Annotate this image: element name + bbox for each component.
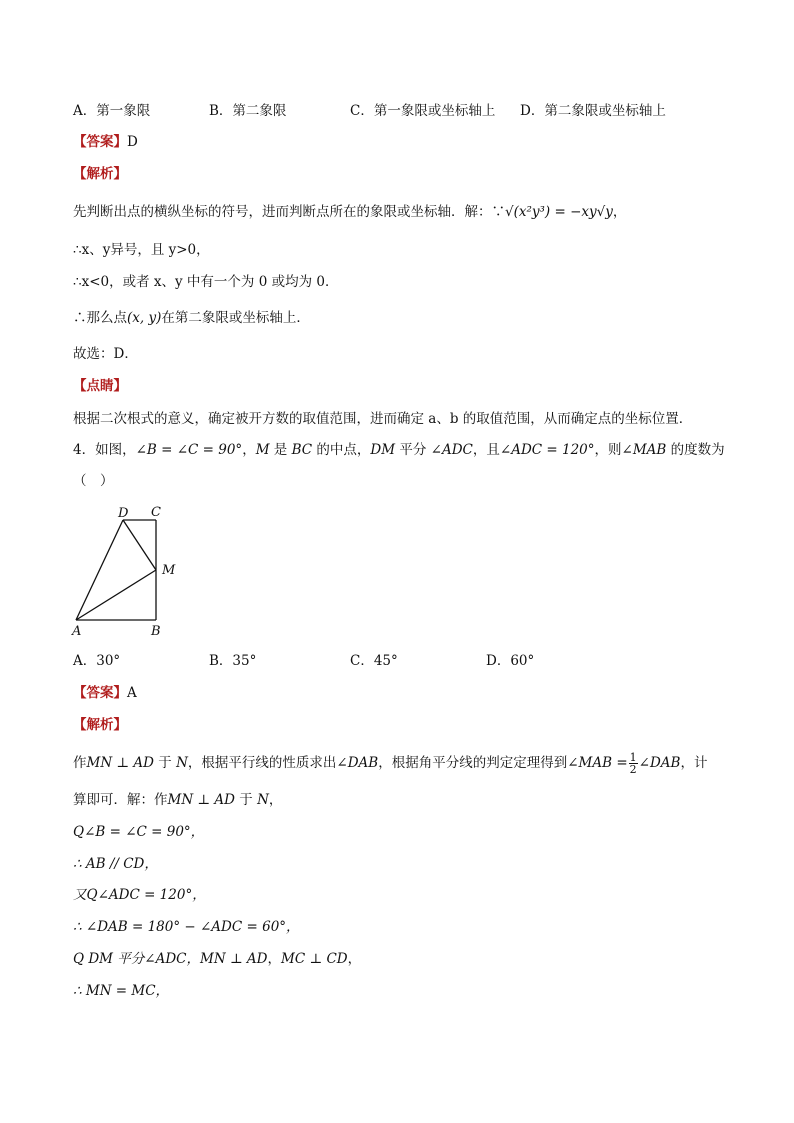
q4-paren: （ ） xyxy=(73,473,114,489)
label-m: M xyxy=(162,563,176,578)
analysis-intro-end: ， xyxy=(612,204,627,220)
stem-text: 是 xyxy=(269,442,292,458)
analysis-text: 算即可．解：作 xyxy=(73,792,168,808)
analysis-text: ， xyxy=(268,792,283,808)
q3-step-1: ∴x、y异号，且 y>0， xyxy=(73,242,210,258)
analysis-math: MN ⊥ AD xyxy=(167,792,235,808)
comment-tag: 【点睛】 xyxy=(73,378,127,394)
q4-option-d: D．60° xyxy=(486,653,535,669)
stem-text: ，则 xyxy=(594,442,622,458)
q4-analysis-line-2 xyxy=(73,790,282,810)
q4-answer xyxy=(73,683,137,703)
stem-text: 的度数为 xyxy=(666,442,725,458)
stem-math: ∠MAB xyxy=(621,442,667,458)
q4-analysis-line-1 xyxy=(73,752,707,775)
stem-text: ， xyxy=(242,442,256,458)
q4-step-4: ∴ ∠DAB = 180° − ∠ADC = 60°， xyxy=(73,919,300,935)
q3-choice: 故选：D． xyxy=(73,346,138,362)
stem-math: ∠ADC = 120° xyxy=(499,442,595,458)
answer-value: A xyxy=(127,685,137,701)
q4-option-a: A．30° xyxy=(73,653,121,669)
q3-comment-tag xyxy=(73,376,127,396)
q3-step-3 xyxy=(73,308,310,328)
answer-tag: 【答案】 xyxy=(73,134,127,150)
fraction-numerator: 1 xyxy=(629,751,637,764)
q3-analysis-intro xyxy=(73,202,626,222)
q4-analysis-tag xyxy=(73,715,127,735)
q3-analysis-tag xyxy=(73,164,127,184)
analysis-intro-formula: √(x²y³) = −xy√y xyxy=(505,204,613,220)
q4-step-1: Q∠B = ∠C = 90°， xyxy=(73,824,205,840)
label-b: B xyxy=(151,624,161,639)
fraction-denominator: 2 xyxy=(629,763,637,776)
analysis-math: MC ⊥ CD xyxy=(281,951,348,967)
analysis-math: MN ⊥ AD xyxy=(200,951,268,967)
analysis-intro-text: 先判断出点的横纵坐标的符号，进而判断点所在的象限或坐标轴．解：∵ xyxy=(73,204,505,220)
analysis-text: ， xyxy=(267,951,282,967)
analysis-text: ，根据角平分线的判定定理得到 xyxy=(378,755,568,771)
q3-answer xyxy=(73,132,138,152)
analysis-text: ， xyxy=(347,951,362,967)
step3-pre: ∴那么点 xyxy=(73,310,127,326)
step3-point: (x, y) xyxy=(127,310,162,326)
label-a: A xyxy=(72,624,82,639)
stem-math: M xyxy=(255,442,270,458)
q4-option-c: C．45° xyxy=(350,653,398,669)
step3-post: 在第二象限或坐标轴上． xyxy=(161,310,310,326)
q4-option-b: B．35° xyxy=(209,653,257,669)
analysis-math: N xyxy=(176,755,188,771)
stem-math: ∠ADC xyxy=(430,442,473,458)
analysis-math: N xyxy=(257,792,269,808)
analysis-math: ∠MAB = xyxy=(567,755,628,771)
stem-text: 的中点， xyxy=(312,442,371,458)
q4-step-6: ∴ MN = MC， xyxy=(73,983,170,999)
analysis-math: MN ⊥ AD xyxy=(86,755,154,771)
stem-text: 平分 xyxy=(395,442,431,458)
geometry-figure xyxy=(66,500,196,640)
q3-option-a: A．第一象限 xyxy=(73,103,151,119)
stem-math: ∠B = ∠C = 90° xyxy=(135,442,243,458)
fraction-one-half xyxy=(629,752,638,775)
analysis-math: Q DM 平分∠ADC， xyxy=(73,951,201,967)
label-d: D xyxy=(118,506,129,521)
analysis-tag: 【解析】 xyxy=(73,166,127,182)
analysis-text: 于 xyxy=(235,792,258,808)
q4-step-5 xyxy=(73,949,361,969)
q3-option-d: D．第二象限或坐标轴上 xyxy=(520,103,666,119)
answer-tag: 【答案】 xyxy=(73,685,127,701)
analysis-text: 于 xyxy=(154,755,177,771)
analysis-math: ∠DAB xyxy=(638,755,681,771)
segment-dm xyxy=(123,520,156,570)
analysis-math: ∠DAB xyxy=(336,755,379,771)
q3-option-c: C．第一象限或坐标轴上 xyxy=(350,103,496,119)
answer-value: D xyxy=(127,134,138,150)
label-c: C xyxy=(151,505,161,520)
stem-math: DM xyxy=(370,442,396,458)
q4-step-2: ∴ AB // CD， xyxy=(73,856,158,872)
analysis-tag: 【解析】 xyxy=(73,717,127,733)
analysis-text: ，根据平行线的性质求出 xyxy=(187,755,337,771)
analysis-text: 作 xyxy=(73,755,87,771)
q4-stem xyxy=(73,440,725,460)
q4-step-3: 又Q∠ADC = 120°， xyxy=(73,887,206,903)
q3-step-2: ∴x<0，或者 x、y 中有一个为 0 或均为 0． xyxy=(73,274,339,290)
q3-option-b: B．第二象限 xyxy=(209,103,287,119)
q3-comment: 根据二次根式的意义，确定被开方数的取值范围，进而确定 a、b 的取值范围，从而确定点的坐标位置． xyxy=(73,411,693,427)
stem-math: BC xyxy=(291,442,313,458)
stem-text: ，且 xyxy=(472,442,500,458)
analysis-text: ，计 xyxy=(680,755,708,771)
stem-text: 4．如图， xyxy=(73,442,136,458)
